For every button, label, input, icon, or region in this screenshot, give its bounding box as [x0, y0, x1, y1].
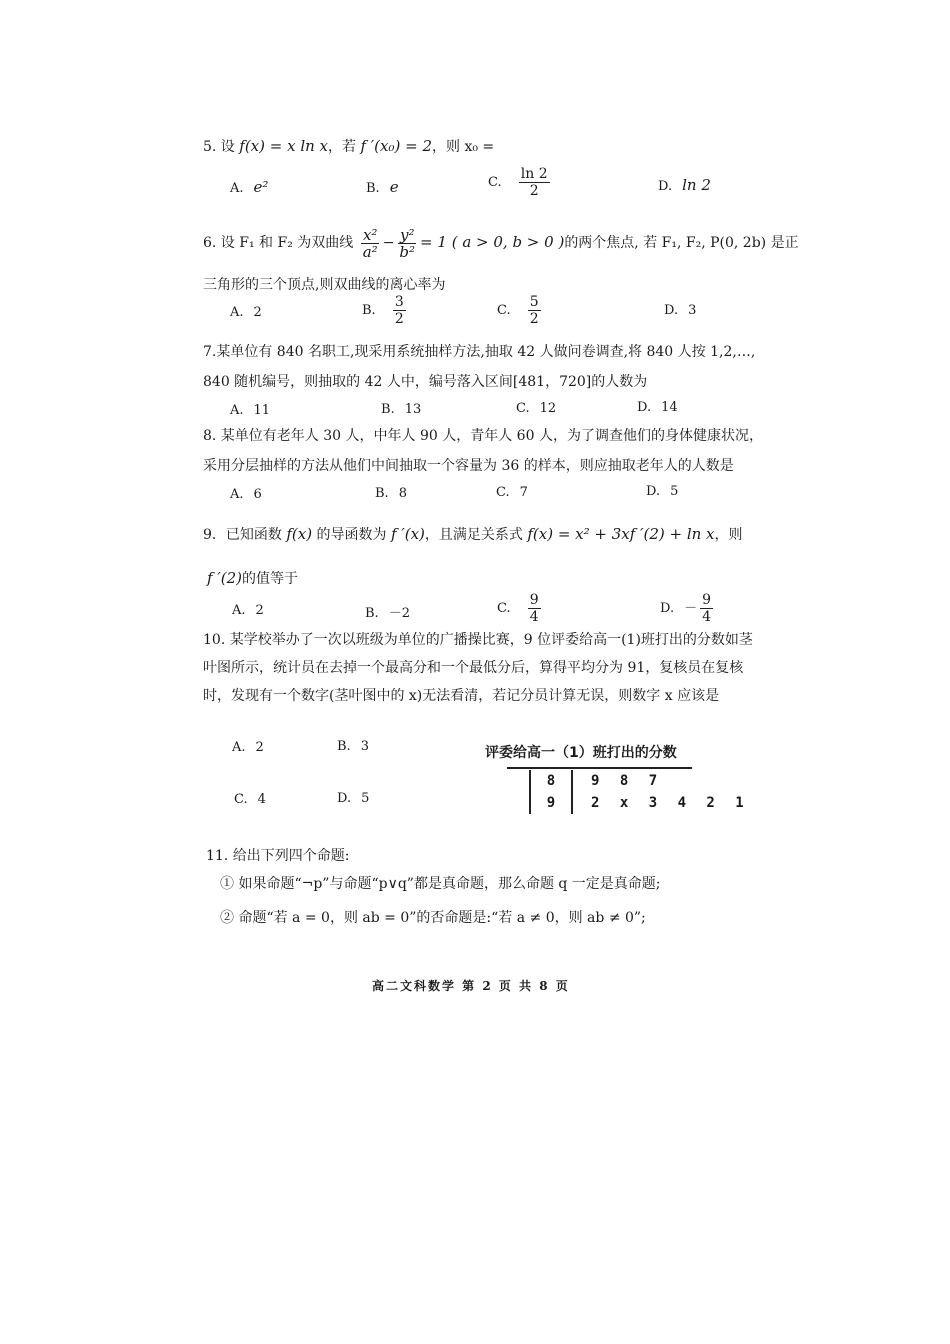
q5-option-b: B. e: [366, 178, 399, 196]
q6-y-fraction: $\frac{\text{y²}}{\text{b²}}$: [399, 225, 416, 261]
leaf-values: 9 8 7: [591, 773, 664, 789]
q11-stem: 11. 给出下列四个命题:: [206, 848, 350, 864]
q7-stem-line1: 7.某单位有 840 名职工,现采用系统抽样方法,抽取 42 人做问卷调查,将 840 人按 1,2,…,: [203, 344, 756, 360]
stem-value: 9: [530, 792, 572, 814]
q9-stem-line2: f ′(2)的值等于: [207, 569, 298, 587]
q7-option-d: D. 14: [637, 400, 678, 415]
q5-option-c-fraction: $\frac{\ln 2}{2}$: [520, 166, 548, 199]
q7-option-b: B. 13: [381, 402, 422, 417]
q6-option-a: A. 2: [230, 305, 262, 320]
q10-option-b: B. 3: [337, 739, 369, 754]
q8-option-d: D. 5: [646, 484, 679, 499]
q8-option-b: B. 8: [375, 486, 407, 501]
q6-stem-line1: 6. 设 F₁ 和 F₂ 为双曲线 $\frac{\text{x²}}{\text{a²}}$ − $\frac{\text{y²}}{\text{b²}}$ = 1 ( a > 0, b > 0 )的两个焦点, 若 F₁, F₂, P(0, 2b) 是正: [203, 225, 799, 261]
q7-option-a: A. 11: [230, 403, 271, 418]
q5-prefix: 5. 设: [203, 139, 235, 155]
q6-x-fraction: $\frac{\text{x²}}{\text{a²}}$: [362, 225, 378, 261]
stem-leaf-plot: [507, 770, 750, 814]
stem-leaf-title: 评委给高一（1）班打出的分数: [485, 745, 677, 761]
q5-condition: f ′(x₀) = 2: [360, 137, 433, 155]
q10-option-a: A. 2: [232, 740, 264, 755]
q5-option-a: A. e²: [230, 178, 269, 196]
stem-leaf-row: [507, 792, 750, 814]
q5-option-d: D. ln 2: [658, 176, 711, 194]
q10-stem-line1: 10. 某学校举办了一次以班级为单位的广播操比赛，9 位评委给高一(1)班打出的分数如茎: [203, 632, 753, 648]
q5-option-c: C. $\frac{\ln 2}{2}$: [488, 166, 548, 199]
q5-mid: ，若: [328, 139, 356, 155]
q9-option-d: D. － $\frac{9}{4}$: [660, 592, 712, 625]
q10-option-c: C. 4: [234, 792, 266, 807]
q7-option-c: C. 12: [516, 401, 557, 416]
q5-function: f(x) = x ln x: [239, 137, 328, 155]
q9-option-b: B. －2: [365, 606, 410, 621]
q8-stem-line2: 采用分层抽样的方法从他们中间抽取一个容量为 36 的样本，则应抽取老年人的人数是: [203, 458, 734, 474]
stem-leaf-row: [507, 770, 750, 792]
q11-item-2: ② 命题“若 a = 0，则 ab = 0”的否命题是:“若 a ≠ 0，则 ab ≠ 0”;: [220, 910, 646, 926]
q6-stem-line2: 三角形的三个顶点,则双曲线的离心率为: [203, 277, 446, 293]
page-footer: 高二文科数学 第 2 页 共 8 页: [372, 979, 570, 993]
stem-leaf-top-rule: [507, 767, 692, 769]
q5-stem: [203, 137, 494, 156]
q8-stem-line1: 8. 某单位有老年人 30 人，中年人 90 人，青年人 60 人，为了调查他们的身体健康状况，: [203, 428, 763, 444]
q10-stem-line3: 时，发现有一个数字(茎叶图中的 x)无法看清，若记分员计算无误，则数字 x 应该是: [203, 688, 720, 704]
leaf-values: 2 x 3 4 2 1: [591, 795, 750, 811]
q8-option-c: C. 7: [496, 485, 528, 500]
stem-value: 8: [530, 770, 572, 792]
q6-option-d: D. 3: [664, 303, 697, 318]
q9-stem-line1: 9．已知函数 f(x) 的导函数为 f ′(x)，且满足关系式 f(x) = x² + 3xf ′(2) + ln x，则: [203, 525, 743, 543]
q8-option-a: A. 6: [230, 487, 262, 502]
q9-option-a: A. 2: [232, 603, 264, 618]
q7-stem-line2: 840 随机编号，则抽取的 42 人中，编号落入区间[481，720]的人数为: [203, 374, 648, 390]
q10-option-d: D. 5: [337, 791, 370, 806]
q5-tail: ，则 x₀ =: [432, 139, 495, 155]
q6-option-b: B. $\frac{3}{2}$: [362, 294, 404, 327]
q9-option-c: C. $\frac{9}{4}$: [497, 592, 539, 625]
q6-option-c: C. $\frac{5}{2}$: [497, 294, 539, 327]
q10-stem-line2: 叶图所示，统计员在去掉一个最高分和一个最低分后，算得平均分为 91，复核员在复核: [203, 660, 744, 676]
q11-item-1: ① 如果命题“¬p”与命题“p∨q”都是真命题，那么命题 q 一定是真命题;: [220, 876, 661, 892]
